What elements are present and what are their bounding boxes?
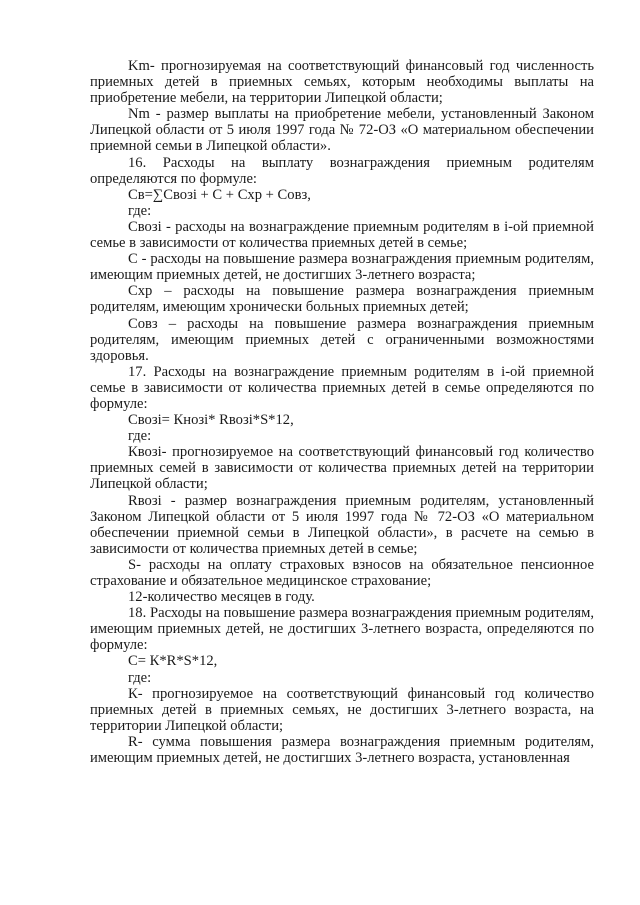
formula-svozi: Свозі= Кнозі* Rвозі*S*12, [128, 412, 294, 429]
paragraph-months-count: 12-количество месяцев в году. [128, 589, 315, 606]
paragraph-sovz-definition: Совз – расходы на повышение размера вознаграждения приемным родителям, имеющим приемных детей с ограниченными возможностями здоровья. [90, 315, 594, 364]
paragraph-nm-definition: Nm - размер выплаты на приобретение мебели, установленный Законом Липецкой области от 5 июля 1997 года № 72-ОЗ «О материальном обеспечении приемной семьи в Липецкой области». [90, 106, 594, 155]
formula-cv: Св=∑Свозі + С + Схр + Совз, [128, 186, 311, 203]
paragraph-rvozi-definition: Rвозі - размер вознаграждения приемным родителям, установленный Законом Липецкой области от 5 июля 1997 года № 72-ОЗ «О материальном обеспечении приемной семьи в Липецкой области», в расчете на семью в зависимости от количества приемных детей в семье; [90, 492, 594, 557]
formula-c: С= К*R*S*12, [128, 653, 218, 670]
paragraph-17-heading: 17. Расходы на вознаграждение приемным родителям в i-ой приемной семье в зависимости от количества приемных детей в семье определяются по формуле: [90, 363, 594, 412]
paragraph-s-definition: S- расходы на оплату страховых взносов на обязательное пенсионное страхование и обязательное медицинское страхование; [90, 556, 594, 589]
paragraph-shr-definition: Схр – расходы на повышение размера вознаграждения приемным родителям, имеющим хронически больных приемных детей; [90, 283, 594, 316]
document-page [90, 58, 594, 766]
paragraph-k-definition: К- прогнозируемое на соответствующий финансовый год количество приемных детей в приемных семьях, не достигших 3-летнего возраста, на территории Липецкой области; [90, 685, 594, 734]
paragraph-svozi-definition: Свозі - расходы на вознаграждение приемным родителям в i-ой приемной семье в зависимости от количества приемных детей в семье; [90, 218, 594, 252]
paragraph-km-definition: Km- прогнозируемая на соответствующий финансовый год численность приемных детей в приемных семьях, которым необходимы выплаты на приобретение мебели, на территории Липецкой области; [90, 58, 594, 107]
where-label: где: [128, 428, 152, 445]
where-label: где: [128, 202, 152, 219]
paragraph-c-definition: С - расходы на повышение размера вознаграждения приемным родителям, имеющим приемных детей, не достигших 3-летнего возраста; [90, 251, 594, 284]
paragraph-18-heading: 18. Расходы на повышение размера вознаграждения приемным родителям, имеющим приемных детей, не достигших 3-летнего возраста, определяются по формуле: [90, 605, 594, 654]
where-label: где: [128, 669, 152, 686]
paragraph-r-definition: R- сумма повышения размера вознаграждения приемным родителям, имеющим приемных детей, не достигших 3-летнего возраста, установленная [90, 733, 594, 767]
paragraph-kvozi-definition: Квозі- прогнозируемое на соответствующий финансовый год количество приемных семей в зависимости от количества приемных детей на территории Липецкой области; [90, 444, 594, 493]
paragraph-16-heading: 16. Расходы на выплату вознаграждения приемным родителям определяются по формуле: [90, 154, 594, 187]
